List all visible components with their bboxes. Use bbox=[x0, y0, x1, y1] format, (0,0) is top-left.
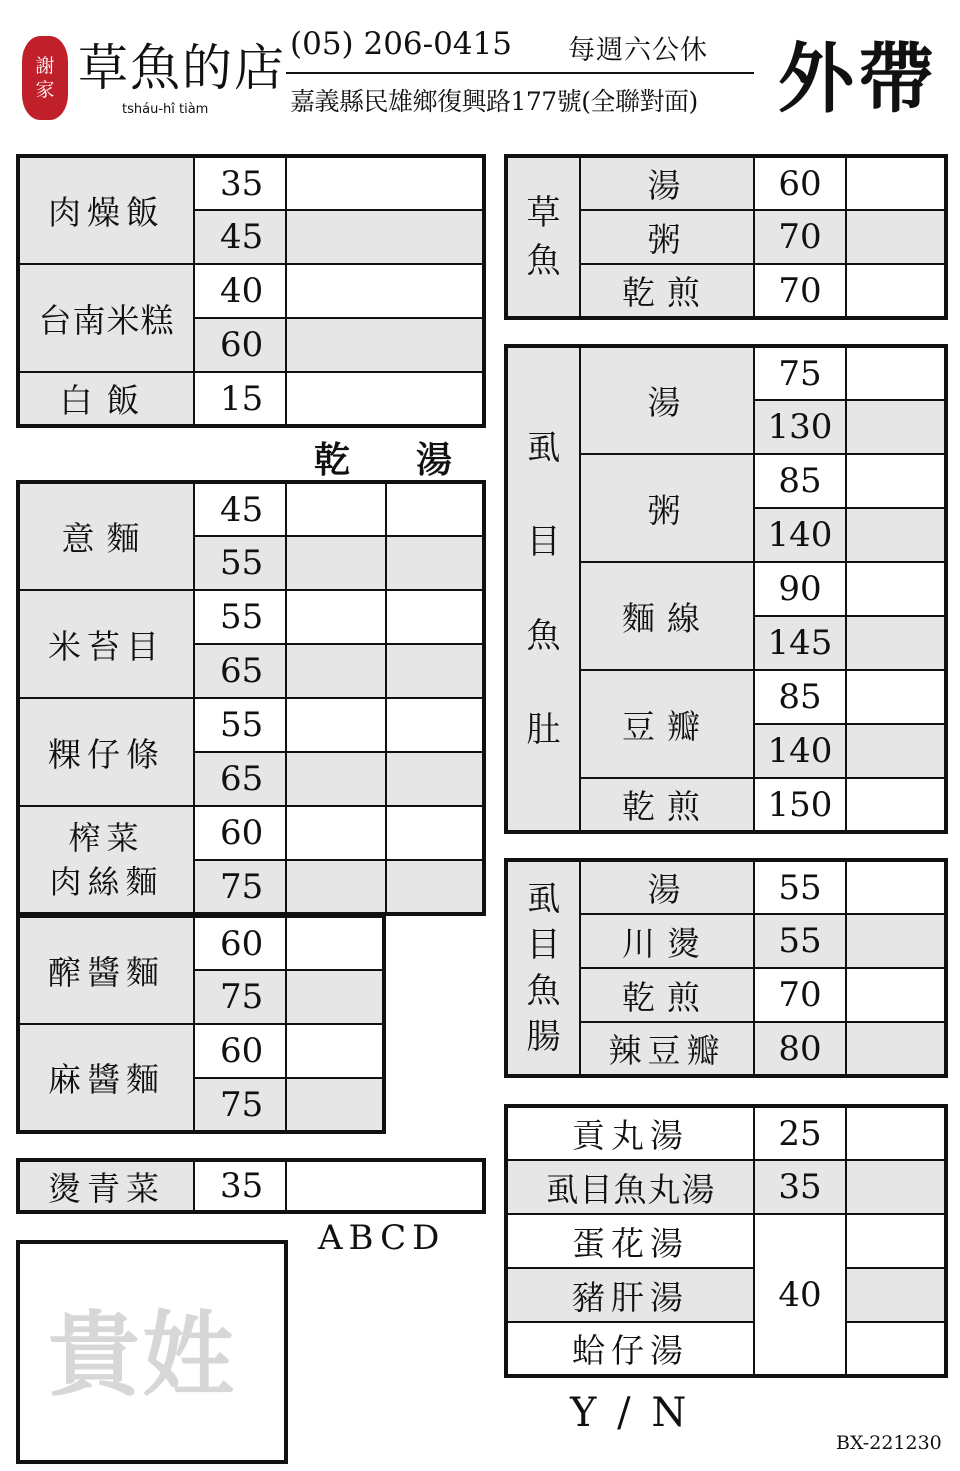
dry-qty-box[interactable] bbox=[286, 536, 386, 590]
price: 75 bbox=[194, 970, 286, 1024]
qty-box[interactable] bbox=[846, 210, 946, 264]
item-name-line: 肉絲麵 bbox=[49, 862, 164, 901]
group-char: 虱 bbox=[526, 879, 561, 919]
qty-box[interactable] bbox=[846, 670, 946, 724]
price: 35 bbox=[194, 1160, 286, 1212]
milkfish-intestine-table bbox=[504, 858, 948, 1078]
noodle-table bbox=[16, 480, 486, 916]
seal-char-1: 謝 bbox=[35, 55, 55, 77]
price: 45 bbox=[194, 482, 286, 536]
qty-box[interactable] bbox=[846, 968, 946, 1022]
price: 60 bbox=[754, 156, 846, 210]
price: 75 bbox=[754, 346, 846, 400]
price: 70 bbox=[754, 210, 846, 264]
price: 70 bbox=[754, 968, 846, 1022]
group-char: 草 bbox=[526, 193, 561, 233]
item-name: 麵線 bbox=[580, 562, 754, 670]
milkfish-belly-table bbox=[504, 344, 948, 834]
group-char: 虱 bbox=[526, 428, 561, 468]
qty-box[interactable] bbox=[846, 914, 946, 968]
item-name: 乾煎 bbox=[580, 778, 754, 832]
price: 85 bbox=[754, 454, 846, 508]
item-name: 乾煎 bbox=[580, 968, 754, 1022]
item-name: 米苔目 bbox=[18, 590, 194, 698]
group-char: 腸 bbox=[526, 1017, 561, 1057]
group-char: 目 bbox=[526, 925, 561, 965]
soup-qty-box[interactable] bbox=[386, 536, 484, 590]
dry-qty-box[interactable] bbox=[286, 698, 386, 752]
qty-box[interactable] bbox=[846, 1106, 946, 1160]
name-watermark: 貴姓 bbox=[48, 1301, 237, 1409]
dry-column-header: 乾 bbox=[314, 439, 351, 481]
item-name: 川燙 bbox=[580, 914, 754, 968]
form-code: BX-221230 bbox=[836, 1432, 942, 1454]
price: 40 bbox=[754, 1214, 846, 1376]
price: 60 bbox=[194, 806, 286, 860]
sauce-noodle-table bbox=[16, 914, 386, 1134]
qty-box[interactable] bbox=[286, 1024, 384, 1078]
qty-box[interactable] bbox=[286, 1078, 384, 1132]
soup-qty-box[interactable] bbox=[386, 698, 484, 752]
item-name bbox=[18, 806, 194, 914]
item-name: 麻醬麵 bbox=[18, 1024, 194, 1132]
price: 80 bbox=[754, 1022, 846, 1076]
seal-char-2: 家 bbox=[35, 79, 55, 101]
price: 35 bbox=[194, 156, 286, 210]
dry-qty-box[interactable] bbox=[286, 752, 386, 806]
item-name: 意麵 bbox=[18, 482, 194, 590]
takeout-title: 外帶 bbox=[778, 34, 938, 123]
qty-box[interactable] bbox=[286, 264, 484, 318]
price: 55 bbox=[194, 698, 286, 752]
soup-qty-box[interactable] bbox=[386, 806, 484, 860]
qty-box[interactable] bbox=[846, 454, 946, 508]
soup-qty-box[interactable] bbox=[386, 860, 484, 914]
qty-box[interactable] bbox=[846, 860, 946, 914]
item-name: 湯 bbox=[580, 156, 754, 210]
group-char: 魚 bbox=[526, 616, 561, 656]
price: 75 bbox=[194, 860, 286, 914]
group-char: 肚 bbox=[526, 710, 561, 750]
rice-table bbox=[16, 154, 486, 428]
qty-box[interactable] bbox=[846, 1022, 946, 1076]
grass-carp-table bbox=[504, 154, 948, 320]
qty-box[interactable] bbox=[846, 156, 946, 210]
item-name: 貢丸湯 bbox=[506, 1106, 754, 1160]
group-char: 目 bbox=[526, 522, 561, 562]
price: 15 bbox=[194, 372, 286, 426]
price: 35 bbox=[754, 1160, 846, 1214]
group-char: 魚 bbox=[526, 971, 561, 1011]
price: 75 bbox=[194, 1078, 286, 1132]
dry-qty-box[interactable] bbox=[286, 806, 386, 860]
qty-box[interactable] bbox=[846, 400, 946, 454]
price: 90 bbox=[754, 562, 846, 616]
price: 130 bbox=[754, 400, 846, 454]
item-name: 肉燥飯 bbox=[18, 156, 194, 264]
qty-box[interactable] bbox=[846, 508, 946, 562]
item-name: 蛋花湯 bbox=[506, 1214, 754, 1268]
qty-box[interactable] bbox=[846, 264, 946, 318]
price: 55 bbox=[754, 860, 846, 914]
abcd-label: ABCD bbox=[318, 1218, 446, 1258]
item-name: 台南米糕 bbox=[18, 264, 194, 372]
soup-qty-box[interactable] bbox=[386, 752, 484, 806]
item-name: 辣豆瓣 bbox=[580, 1022, 754, 1076]
price: 65 bbox=[194, 644, 286, 698]
qty-box[interactable] bbox=[286, 318, 484, 372]
dry-qty-box[interactable] bbox=[286, 644, 386, 698]
price: 85 bbox=[754, 670, 846, 724]
closed-day: 每週六公休 bbox=[568, 35, 708, 66]
qty-box[interactable] bbox=[846, 616, 946, 670]
group-label bbox=[506, 156, 580, 318]
qty-box[interactable] bbox=[286, 210, 484, 264]
price: 25 bbox=[754, 1106, 846, 1160]
shop-name: 草魚的店 bbox=[78, 39, 286, 97]
price: 60 bbox=[194, 318, 286, 372]
soup-table bbox=[504, 1104, 948, 1378]
shop-romanization: tsháu-hî tiàm bbox=[122, 102, 209, 117]
price: 140 bbox=[754, 724, 846, 778]
qty-box[interactable] bbox=[846, 346, 946, 400]
item-name: 醡醬麵 bbox=[18, 916, 194, 1024]
qty-box[interactable] bbox=[286, 970, 384, 1024]
qty-box[interactable] bbox=[846, 1322, 946, 1376]
price: 145 bbox=[754, 616, 846, 670]
item-name: 蛤仔湯 bbox=[506, 1322, 754, 1376]
dry-qty-box[interactable] bbox=[286, 482, 386, 536]
item-name: 虱目魚丸湯 bbox=[506, 1160, 754, 1214]
qty-box[interactable] bbox=[286, 1160, 484, 1212]
soup-qty-box[interactable] bbox=[386, 590, 484, 644]
qty-box[interactable] bbox=[846, 1268, 946, 1322]
price: 55 bbox=[754, 914, 846, 968]
group-char: 魚 bbox=[526, 241, 561, 281]
qty-box[interactable] bbox=[846, 778, 946, 832]
price: 55 bbox=[194, 536, 286, 590]
item-name-line: 榨菜 bbox=[68, 818, 145, 857]
qty-box[interactable] bbox=[286, 916, 384, 970]
customer-name-box[interactable] bbox=[16, 1240, 288, 1464]
price: 55 bbox=[194, 590, 286, 644]
dry-qty-box[interactable] bbox=[286, 590, 386, 644]
greens-table bbox=[16, 1158, 486, 1214]
address: 嘉義縣民雄鄉復興路177號(全聯對面) bbox=[290, 87, 698, 116]
item-name: 乾煎 bbox=[580, 264, 754, 318]
item-name: 湯 bbox=[580, 860, 754, 914]
soup-qty-box[interactable] bbox=[386, 482, 484, 536]
price: 60 bbox=[194, 1024, 286, 1078]
soup-qty-box[interactable] bbox=[386, 644, 484, 698]
dry-qty-box[interactable] bbox=[286, 860, 386, 914]
header-divider bbox=[286, 72, 754, 74]
item-name: 湯 bbox=[580, 346, 754, 454]
item-name: 白飯 bbox=[18, 372, 194, 426]
price: 45 bbox=[194, 210, 286, 264]
qty-box[interactable] bbox=[846, 724, 946, 778]
item-name: 粿仔條 bbox=[18, 698, 194, 806]
group-label bbox=[506, 860, 580, 1076]
qty-box[interactable] bbox=[286, 372, 484, 426]
yes-no-label: Y / N bbox=[570, 1390, 687, 1436]
price: 150 bbox=[754, 778, 846, 832]
price: 70 bbox=[754, 264, 846, 318]
item-name: 粥 bbox=[580, 210, 754, 264]
group-label bbox=[506, 346, 580, 832]
soup-column-header: 湯 bbox=[416, 439, 453, 481]
qty-box[interactable] bbox=[286, 156, 484, 210]
phone-number: (05) 206-0415 bbox=[290, 26, 513, 62]
price: 140 bbox=[754, 508, 846, 562]
price: 60 bbox=[194, 916, 286, 970]
item-name: 燙青菜 bbox=[18, 1160, 194, 1212]
price: 65 bbox=[194, 752, 286, 806]
item-name: 粥 bbox=[580, 454, 754, 562]
qty-box[interactable] bbox=[846, 1214, 946, 1268]
qty-box[interactable] bbox=[846, 562, 946, 616]
qty-box[interactable] bbox=[846, 1160, 946, 1214]
family-seal bbox=[22, 36, 68, 120]
item-name: 豆瓣 bbox=[580, 670, 754, 778]
price: 40 bbox=[194, 264, 286, 318]
item-name: 豬肝湯 bbox=[506, 1268, 754, 1322]
